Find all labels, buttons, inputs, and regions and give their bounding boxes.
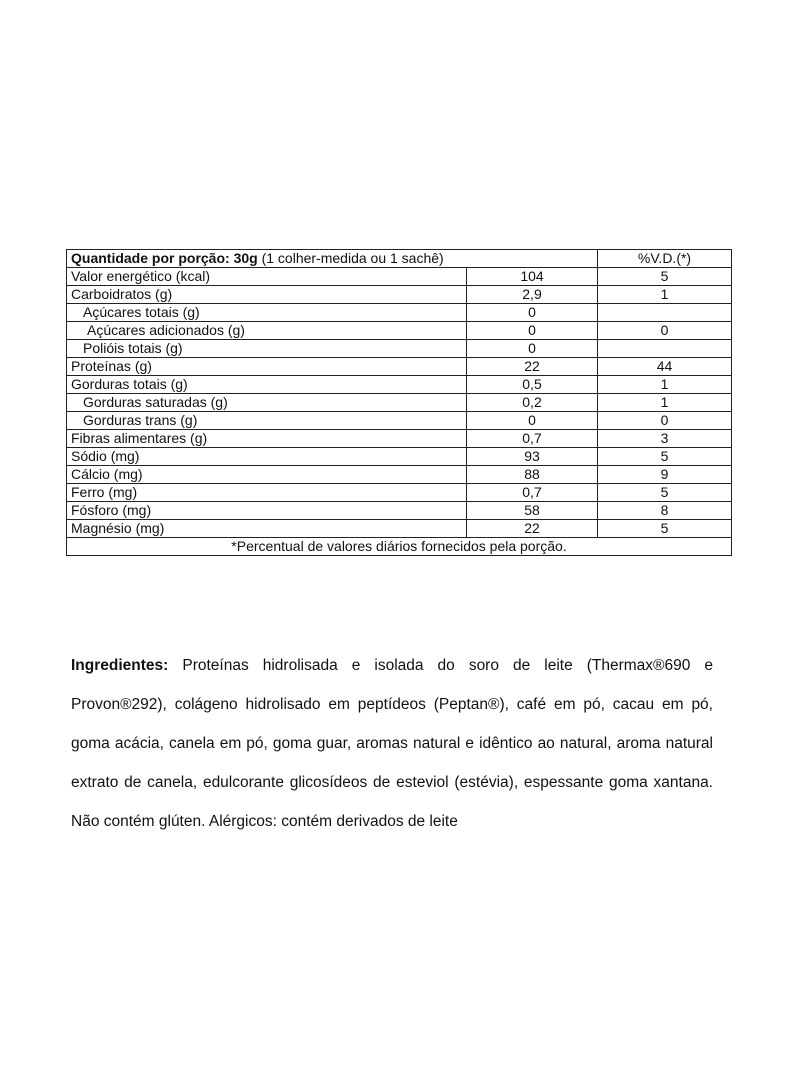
nutrient-vd: 9 <box>598 466 732 484</box>
portion-label: Quantidade por porção: 30g <box>71 250 258 266</box>
table-row <box>67 484 732 502</box>
table-row <box>67 448 732 466</box>
nutrient-value: 0 <box>467 340 598 358</box>
nutrient-name: Ferro (mg) <box>67 484 467 502</box>
nutrient-name: Valor energético (kcal) <box>67 268 467 286</box>
nutrient-vd: 0 <box>598 322 732 340</box>
table-row <box>67 394 732 412</box>
nutrient-vd: 5 <box>598 268 732 286</box>
nutrient-name: Gorduras totais (g) <box>67 376 467 394</box>
nutrient-value: 58 <box>467 502 598 520</box>
table-row <box>67 268 732 286</box>
nutrient-vd: 3 <box>598 430 732 448</box>
portion-header <box>67 250 598 268</box>
ingredients-paragraph <box>71 646 713 841</box>
nutrient-vd: 8 <box>598 502 732 520</box>
table-row <box>67 286 732 304</box>
ingredients-text: Proteínas hidrolisada e isolada do soro de leite (Thermax®690 e Provon®292), colágeno hidrolisado em peptídeos (Peptan®), café em pó, cacau em pó, goma acácia, canela em pó, goma guar, aromas natural e idêntico ao natural, aroma natural extrato de canela, edulcorante glicosídeos de esteviol (estévia), espessante goma xantana. Não contém glúten. Alérgicos: contém derivados de leite <box>71 657 713 830</box>
nutrient-vd <box>598 304 732 322</box>
nutrient-name: Magnésio (mg) <box>67 520 467 538</box>
portion-detail: (1 colher-medida ou 1 sachê) <box>257 250 444 266</box>
table-row <box>67 358 732 376</box>
nutrient-value: 0,5 <box>467 376 598 394</box>
table-header-row <box>67 250 732 268</box>
ingredients-label: Ingredientes: <box>71 657 169 674</box>
nutrient-value: 22 <box>467 520 598 538</box>
nutrient-value: 0 <box>467 322 598 340</box>
vd-header: %V.D.(*) <box>598 250 732 268</box>
nutrient-vd: 1 <box>598 286 732 304</box>
nutrient-value: 0,7 <box>467 430 598 448</box>
nutrient-value: 0,2 <box>467 394 598 412</box>
nutrient-value: 104 <box>467 268 598 286</box>
nutrient-name: Cálcio (mg) <box>67 466 467 484</box>
table-row <box>67 430 732 448</box>
nutrient-name: Gorduras trans (g) <box>67 412 467 430</box>
table-footnote: *Percentual de valores diários fornecidos pela porção. <box>67 538 732 556</box>
nutrient-name: Proteínas (g) <box>67 358 467 376</box>
nutrient-name: Açúcares adicionados (g) <box>67 322 467 340</box>
table-row <box>67 466 732 484</box>
table-row <box>67 322 732 340</box>
nutrient-value: 0,7 <box>467 484 598 502</box>
nutrient-vd: 0 <box>598 412 732 430</box>
nutrient-name: Açúcares totais (g) <box>67 304 467 322</box>
nutrient-vd: 1 <box>598 376 732 394</box>
nutrient-value: 0 <box>467 304 598 322</box>
nutrition-facts-table <box>66 249 732 556</box>
nutrient-vd: 5 <box>598 448 732 466</box>
nutrient-vd: 5 <box>598 484 732 502</box>
nutrient-value: 22 <box>467 358 598 376</box>
nutrient-vd: 5 <box>598 520 732 538</box>
nutrient-vd: 1 <box>598 394 732 412</box>
table-row <box>67 340 732 358</box>
nutrient-value: 88 <box>467 466 598 484</box>
nutrient-value: 2,9 <box>467 286 598 304</box>
nutrient-name: Fósforo (mg) <box>67 502 467 520</box>
table-row <box>67 520 732 538</box>
table-row <box>67 304 732 322</box>
nutrient-vd <box>598 340 732 358</box>
nutrient-name: Carboidratos (g) <box>67 286 467 304</box>
nutrient-name: Sódio (mg) <box>67 448 467 466</box>
nutrient-name: Fibras alimentares (g) <box>67 430 467 448</box>
table-footnote-row <box>67 538 732 556</box>
nutrient-name: Gorduras saturadas (g) <box>67 394 467 412</box>
nutrient-value: 93 <box>467 448 598 466</box>
table-row <box>67 502 732 520</box>
nutrient-vd: 44 <box>598 358 732 376</box>
nutrient-name: Polióis totais (g) <box>67 340 467 358</box>
table-row <box>67 376 732 394</box>
nutrient-value: 0 <box>467 412 598 430</box>
table-row <box>67 412 732 430</box>
